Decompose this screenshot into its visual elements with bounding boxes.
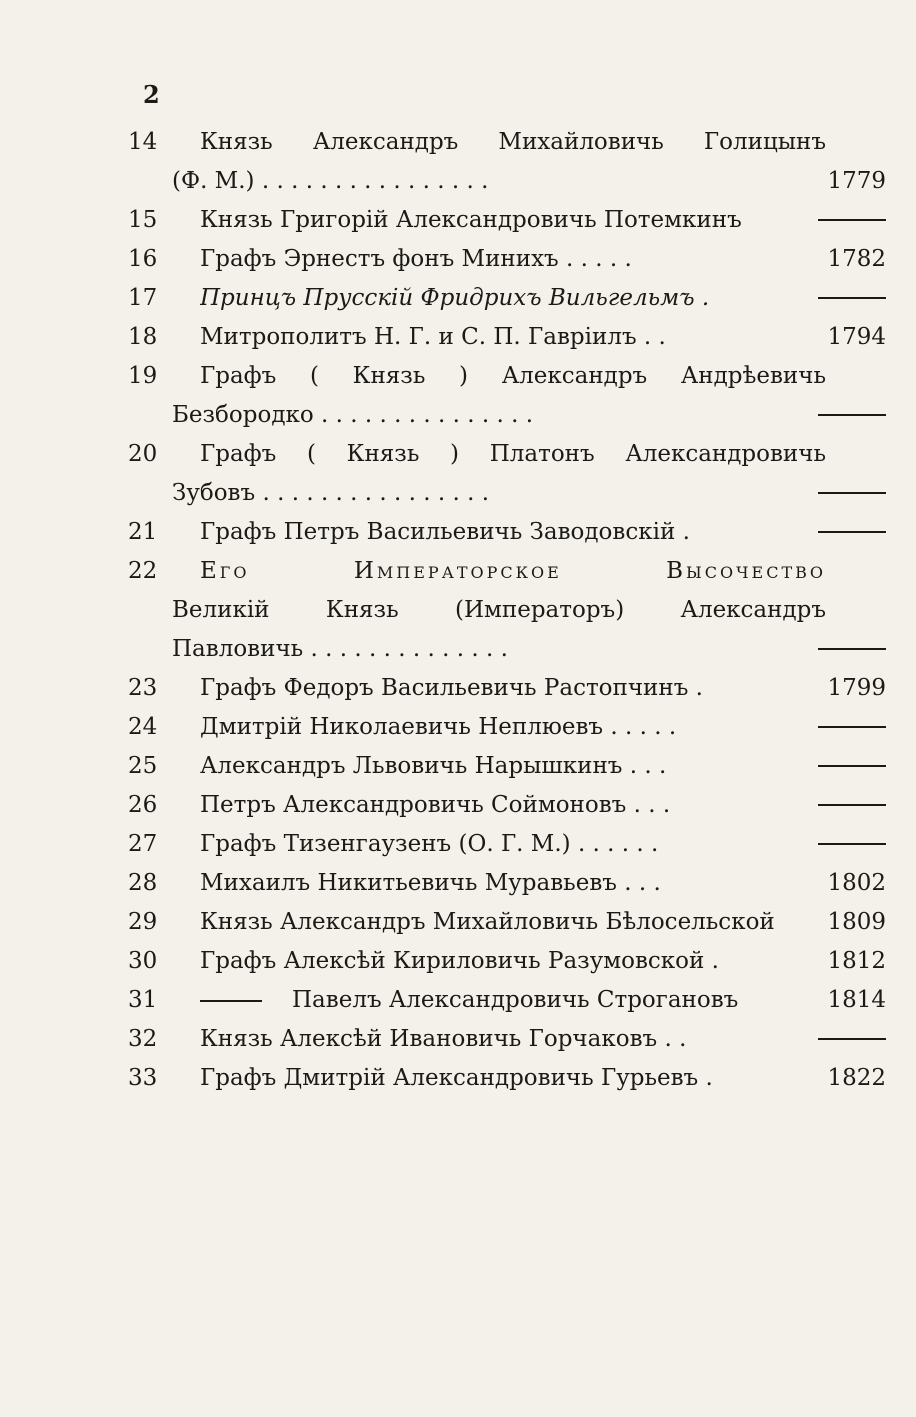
entry-name	[200, 941, 786, 981]
entry-name	[200, 707, 786, 747]
entry-name	[200, 668, 786, 708]
entry-name	[200, 902, 786, 942]
entry-number: 18	[128, 324, 158, 350]
entry-line	[0, 395, 916, 435]
entry-number: 27	[128, 831, 158, 857]
entry-line	[0, 200, 916, 240]
entry-name-text: Александръ Львовичь Нарышкинъ . . .	[200, 753, 667, 779]
year-dash	[818, 1038, 886, 1040]
entry-name-text: Князь Григорій Александровичь Потемкинъ	[200, 207, 742, 233]
entry-line	[0, 1019, 916, 1059]
entry-name-text: Его Императорское Высочество	[200, 558, 826, 584]
entry-name-text: Митрополитъ Н. Г. и С. П. Гавріилъ . .	[200, 324, 666, 350]
entry-name	[172, 473, 786, 513]
entry-year: 1779	[827, 168, 886, 194]
entry-line	[0, 668, 916, 708]
entry-name-text: Графъ Федоръ Васильевичь Растопчинъ .	[200, 675, 703, 701]
entry-line	[0, 1058, 916, 1098]
entry-name-text: Князь Алексѣй Ивановичь Горчаковъ . .	[200, 1026, 687, 1052]
page-number: 2	[143, 80, 160, 109]
entry-year: 1822	[827, 1065, 886, 1091]
entry-line	[0, 239, 916, 279]
entry-number: 26	[128, 792, 158, 818]
year-dash	[818, 297, 886, 299]
entry-name-text: Графъ Эрнестъ фонъ Минихъ . . . . .	[200, 246, 632, 272]
entry-line	[0, 785, 916, 825]
entry-year: 1809	[827, 909, 886, 935]
entry-number: 22	[128, 558, 158, 584]
entry-number: 16	[128, 246, 158, 272]
entry-name	[200, 1019, 786, 1059]
entry-line	[0, 512, 916, 552]
entry-name	[200, 551, 826, 591]
entry-name	[200, 863, 786, 903]
entry-name-text: (Ф. М.) . . . . . . . . . . . . . . . .	[172, 168, 489, 194]
entry-name-text: Графъ Дмитрій Александровичь Гурьевъ .	[200, 1065, 713, 1091]
entry-number: 25	[128, 753, 158, 779]
entry-name-text: Князь Александръ Михайловичь Голицынъ	[200, 129, 826, 155]
entry-number: 24	[128, 714, 158, 740]
entry-name-text: Петръ Александровичь Соймоновъ . . .	[200, 792, 671, 818]
entry-name	[172, 590, 826, 630]
entry-line	[0, 434, 916, 474]
entry-number: 23	[128, 675, 158, 701]
entry-line	[0, 122, 916, 162]
year-dash	[818, 726, 886, 728]
entry-name-text: Графъ Петръ Васильевичь Заводовскій .	[200, 519, 690, 545]
entry-number: 32	[128, 1026, 158, 1052]
entry-year: 1802	[827, 870, 886, 896]
entry-line	[0, 473, 916, 513]
entry-line	[0, 824, 916, 864]
entry-name-text: Графъ ( Князь ) Александръ Андрѣевичь	[200, 363, 826, 389]
entry-year: 1814	[827, 987, 886, 1013]
entry-name-text: Графъ Тизенгаузенъ (О. Г. М.) . . . . . .	[200, 831, 659, 857]
entry-name	[200, 824, 786, 864]
entry-name	[200, 434, 826, 474]
entry-name-text: Безбородко . . . . . . . . . . . . . . .	[172, 402, 534, 428]
entry-line	[0, 629, 916, 669]
entry-name-text: Великій Князь (Императоръ) Александръ	[172, 597, 826, 623]
entry-name	[200, 122, 826, 162]
entry-name	[200, 785, 786, 825]
entry-line	[0, 863, 916, 903]
entry-line	[0, 317, 916, 357]
year-dash	[818, 648, 886, 650]
year-dash	[818, 414, 886, 416]
entry-line	[0, 707, 916, 747]
year-dash	[818, 843, 886, 845]
entry-name-text: Михаилъ Никитьевичь Муравьевъ . . .	[200, 870, 661, 896]
entry-name-text: Павловичь . . . . . . . . . . . . . .	[172, 636, 508, 662]
entry-name	[200, 278, 786, 318]
entry-line	[0, 356, 916, 396]
entry-name	[200, 317, 786, 357]
entry-line	[0, 161, 916, 201]
year-dash	[818, 804, 886, 806]
entry-year: 1812	[827, 948, 886, 974]
entry-name	[200, 200, 786, 240]
entry-name-text: Князь Александръ Михайловичь Бѣлосельской	[200, 909, 775, 935]
entry-line	[0, 590, 916, 630]
entry-number: 28	[128, 870, 158, 896]
ditto-dash	[200, 1000, 262, 1002]
entry-name-text: Зубовъ . . . . . . . . . . . . . . . .	[172, 480, 490, 506]
entry-number: 31	[128, 987, 158, 1013]
entry-name-text: Павелъ Александровичь Строгановъ	[292, 987, 739, 1013]
entry-line	[0, 551, 916, 591]
entry-name	[200, 746, 786, 786]
entry-name	[200, 512, 786, 552]
entry-line	[0, 902, 916, 942]
entry-line	[0, 746, 916, 786]
entry-number: 29	[128, 909, 158, 935]
entry-name	[172, 629, 786, 669]
entry-year: 1799	[827, 675, 886, 701]
entry-number: 19	[128, 363, 158, 389]
entry-number: 21	[128, 519, 158, 545]
year-dash	[818, 531, 886, 533]
year-dash	[818, 219, 886, 221]
year-dash	[818, 765, 886, 767]
entry-name	[172, 395, 786, 435]
entry-year: 1794	[827, 324, 886, 350]
entry-number: 30	[128, 948, 158, 974]
entry-year: 1782	[827, 246, 886, 272]
entry-name	[200, 1058, 786, 1098]
entry-number: 33	[128, 1065, 158, 1091]
entry-name-text: Принцъ Прусскій Фридрихъ Вильгельмъ .	[200, 285, 710, 311]
entry-name-text: Графъ Алексѣй Кириловичь Разумовской .	[200, 948, 719, 974]
entry-number: 14	[128, 129, 158, 155]
entry-number: 20	[128, 441, 158, 467]
entry-line	[0, 278, 916, 318]
entry-line	[0, 980, 916, 1020]
entry-name	[172, 161, 786, 201]
entry-number: 17	[128, 285, 158, 311]
entry-number: 15	[128, 207, 158, 233]
entry-name	[200, 239, 786, 279]
entry-name-text: Дмитрій Николаевичь Неплюевъ . . . . .	[200, 714, 677, 740]
year-dash	[818, 492, 886, 494]
entry-name-text: Графъ ( Князь ) Платонъ Александровичь	[200, 441, 826, 467]
entry-line	[0, 941, 916, 981]
entry-name	[200, 980, 786, 1020]
entry-name	[200, 356, 826, 396]
